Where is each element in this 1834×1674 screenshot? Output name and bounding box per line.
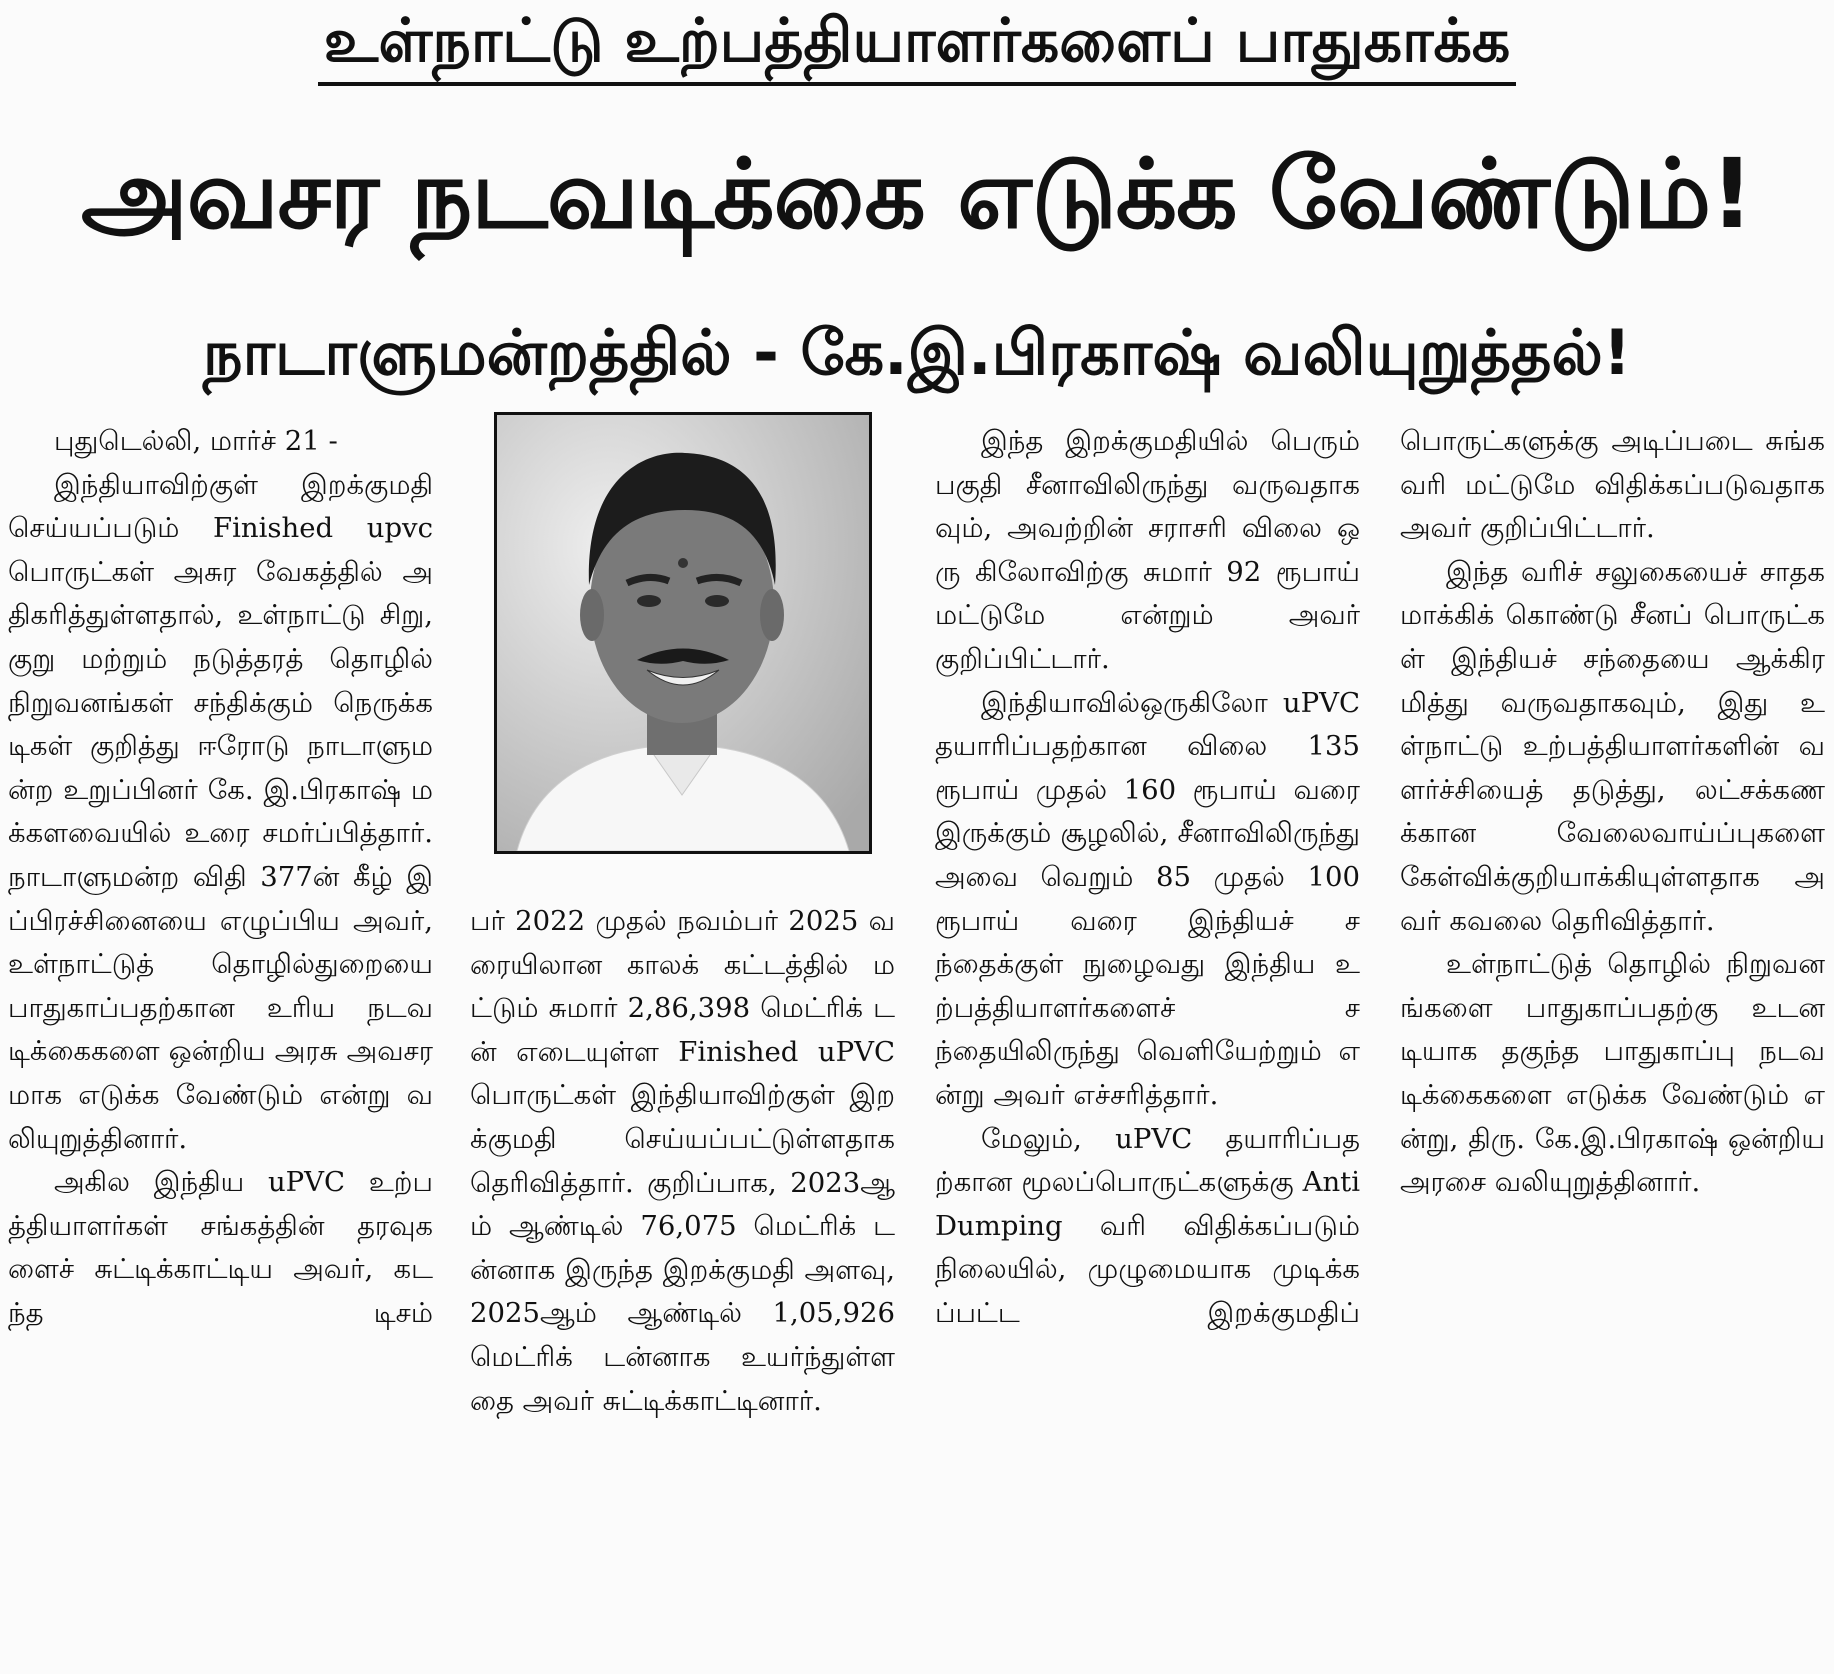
sub-headline: நாடாளுமன்றத்தில் - கே.இ.பிரகாஷ் வலியுறுத்தல்! (202, 316, 1632, 389)
article-paragraph: பர் 2022 முதல் நவம்பர் 2025 வரையிலான காலக் கட்டத்தில் மட்டும் சுமார் 2,86,398 மெட்ரிக் டன் எடையுள்ள Finished uPVC பொருட்கள் இந்தியாவிற்குள் இறக்குமதி செய்யப்பட்டுள்ளதாக தெரிவித்தார். குறிப்பாக, 2023ஆம் ஆண்டில் 76,075 மெட்ரிக் டன்னாக இருந்த இறக்குமதி அளவு, 2025ஆம் ஆண்டில் 1,05,926 மெட்ரிக் டன்னாக உயர்ந்துள்ளதை அவர் சுட்டிக்காட்டினார். (470, 905, 895, 1417)
kicker-text: உள்நாட்டு உற்பத்தியாளர்களைப் பாதுகாக்க (318, 6, 1516, 86)
article-paragraph: உள்நாட்டுத் தொழில் நிறுவனங்களை பாதுகாப்பதற்கு உடனடியாக தகுந்த பாதுகாப்பு நடவடிக்கைகளை எடுக்க வேண்டும் என்று, திரு. கே.இ.பிரகாஷ் ஒன்றிய அரசை வலியுறுத்தினார். (1400, 948, 1825, 1199)
article-paragraph: பொருட்களுக்கு அடிப்படை சுங்க வரி மட்டுமே விதிக்கப்படுவதாக அவர் குறிப்பிட்டார். (1400, 425, 1825, 545)
article-paragraph: இந்தியாவிற்குள் இறக்குமதி செய்யப்படும் Finished upvc பொருட்கள் அசுர வேகத்தில் அதிகரித்துள்ளதால், உள்நாட்டு சிறு, குறு மற்றும் நடுத்தரத் தொழில் நிறுவனங்கள் சந்திக்கும் நெருக்கடிகள் குறித்து ஈரோடு நாடாளுமன்ற உறுப்பினர் கே. இ.பிரகாஷ் மக்களவையில் உரை சமர்ப்பித்தார். நாடாளுமன்ற விதி 377ன் கீழ் இப்பிரச்சினையை எழுப்பிய அவர், உள்நாட்டுத் தொழில்துறையை பாதுகாப்பதற்கான உரிய நடவடிக்கைகளை ஒன்றிய அரசு அவசரமாக எடுக்க வேண்டும் என்று வலியுறுத்தினார். (8, 468, 433, 1155)
article-column-3 (935, 420, 1360, 1674)
article-paragraph: அகில இந்திய uPVC உற்பத்தியாளர்கள் சங்கத்தின் தரவுகளைச் சுட்டிக்காட்டிய அவர், கடந்த டிசம் (8, 1166, 433, 1329)
article-paragraph: மேலும், uPVC தயாரிப்பதற்கான மூலப்பொருட்களுக்கு AntiDumping வரி விதிக்கப்படும் நிலையில், முழுமையாக முடிக்கப்பட்ட இறக்குமதிப் (935, 1122, 1360, 1329)
main-headline: அவசர நடவடிக்கை எடுக்க வேண்டும்! (81, 138, 1753, 250)
portrait-photo (494, 412, 872, 854)
article-paragraph: இந்த இறக்குமதியில் பெரும் பகுதி சீனாவிலிருந்து வருவதாகவும், அவற்றின் சராசரி விலை ஒரு கிலோவிற்கு சுமார் 92 ரூபாய் மட்டுமே என்றும் அவர் குறிப்பிட்டார். (935, 425, 1360, 675)
article-column-2 (470, 900, 895, 1674)
article-paragraph: புதுடெல்லி, மார்ச் 21 - (54, 425, 338, 457)
article-column-4 (1400, 420, 1825, 1674)
article-column-1 (8, 420, 433, 1674)
portrait-image (497, 415, 869, 851)
article-paragraph: இந்த வரிச் சலுகையைச் சாதகமாக்கிக் கொண்டு சீனப் பொருட்கள் இந்தியச் சந்தையை ஆக்கிரமித்து வருவதாகவும், இது உள்நாட்டு உற்பத்தியாளர்களின் வளர்ச்சியைத் தடுத்து, லட்சக்கணக்கான வேலைவாய்ப்புகளை கேள்விக்குறியாக்கியுள்ளதாக அவர் கவலை தெரிவித்தார். (1400, 555, 1825, 937)
article-paragraph: இந்தியாவில்ஒருகிலோ uPVC தயாரிப்பதற்கான விலை 135 ரூபாய் முதல் 160 ரூபாய் வரை இருக்கும் சூழலில், சீனாவிலிருந்து அவை வெறும் 85 முதல் 100 ரூபாய் வரை இந்தியச் சந்தைக்குள் நுழைவது இந்திய உற்பத்தியாளர்களைச் சந்தையிலிருந்து வெளியேற்றும் என்று அவர் எச்சரித்தார். (935, 686, 1360, 1111)
kicker-headline (0, 8, 1834, 74)
